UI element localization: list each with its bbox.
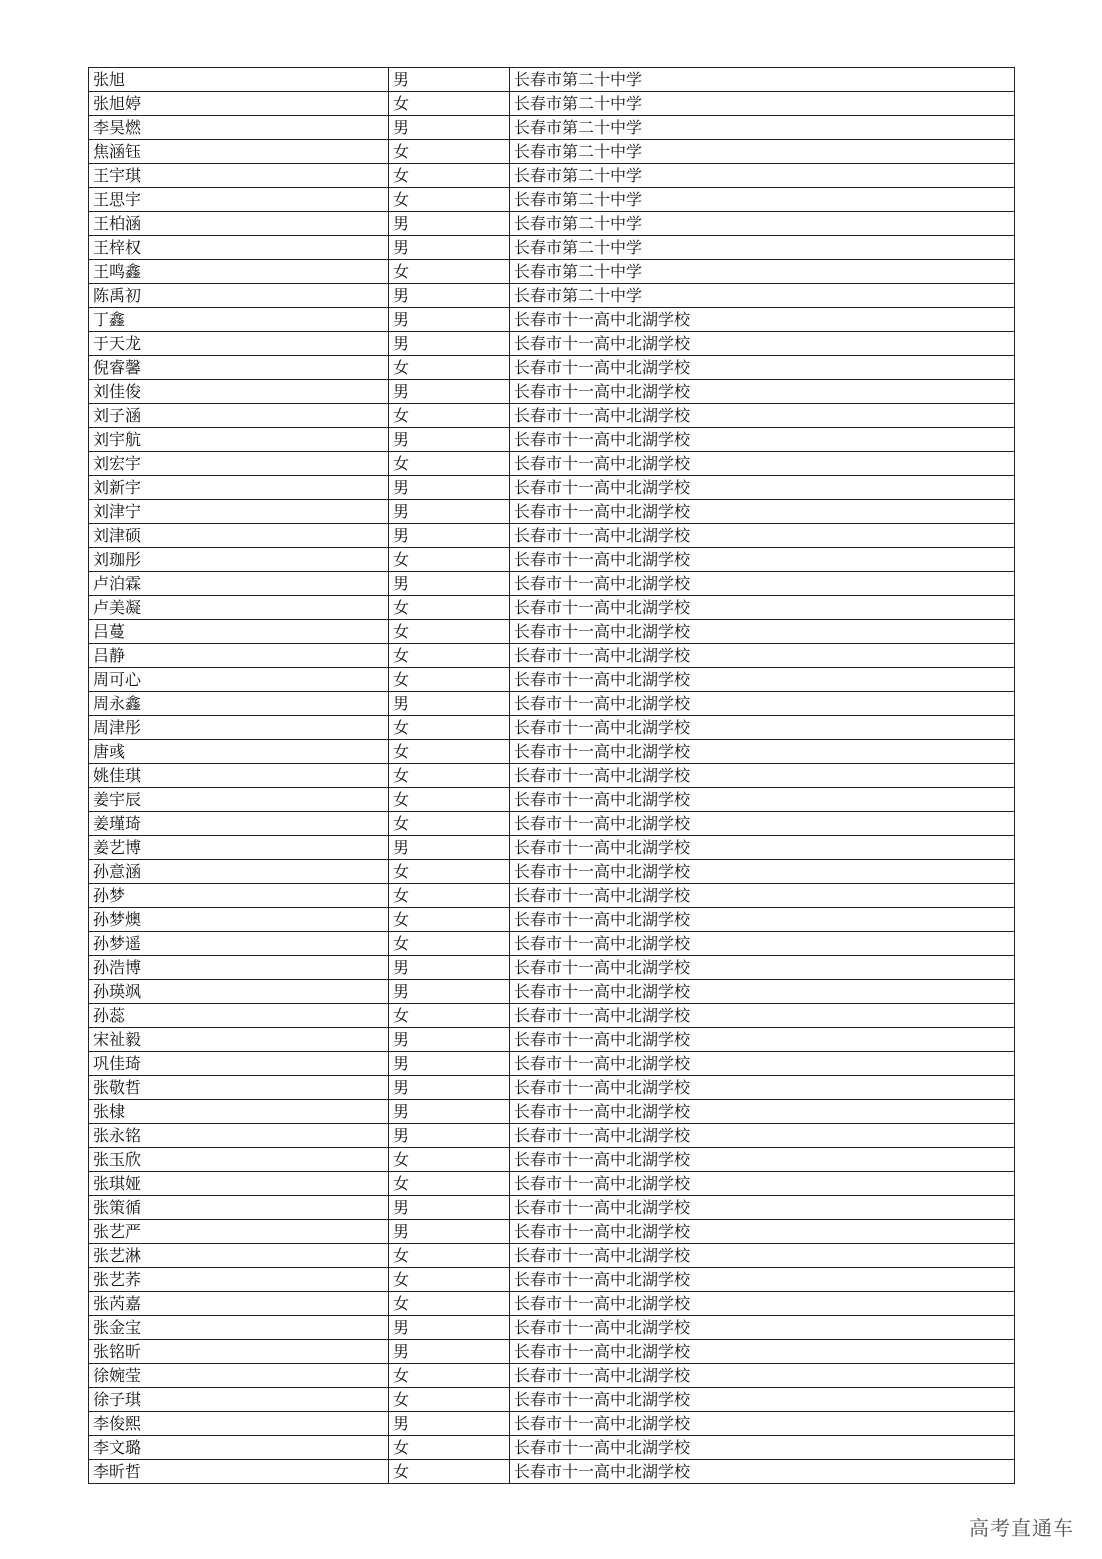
table-row <box>89 812 1015 836</box>
gender-cell: 女 <box>389 260 510 284</box>
gender-cell: 女 <box>389 404 510 428</box>
table-row <box>89 596 1015 620</box>
table-row <box>89 1364 1015 1388</box>
gender-cell: 女 <box>389 1436 510 1460</box>
student-name-cell: 张棣 <box>89 1100 389 1124</box>
gender-cell: 女 <box>389 1148 510 1172</box>
school-cell: 长春市十一高中北湖学校 <box>510 308 1015 332</box>
table-row <box>89 1316 1015 1340</box>
gender-cell: 男 <box>389 332 510 356</box>
school-cell: 长春市十一高中北湖学校 <box>510 572 1015 596</box>
school-cell: 长春市十一高中北湖学校 <box>510 1100 1015 1124</box>
table-row <box>89 620 1015 644</box>
student-name-cell: 周永鑫 <box>89 692 389 716</box>
school-cell: 长春市十一高中北湖学校 <box>510 884 1015 908</box>
gender-cell: 男 <box>389 956 510 980</box>
table-row <box>89 980 1015 1004</box>
table-row <box>89 188 1015 212</box>
school-cell: 长春市十一高中北湖学校 <box>510 596 1015 620</box>
gender-cell: 女 <box>389 812 510 836</box>
table-row <box>89 404 1015 428</box>
table-row <box>89 884 1015 908</box>
student-name-cell: 刘珈彤 <box>89 548 389 572</box>
gender-cell: 女 <box>389 884 510 908</box>
school-cell: 长春市十一高中北湖学校 <box>510 1340 1015 1364</box>
student-name-cell: 张芮嘉 <box>89 1292 389 1316</box>
school-cell: 长春市十一高中北湖学校 <box>510 620 1015 644</box>
table-row <box>89 668 1015 692</box>
student-name-cell: 倪睿馨 <box>89 356 389 380</box>
gender-cell: 男 <box>389 572 510 596</box>
gender-cell: 女 <box>389 860 510 884</box>
school-cell: 长春市十一高中北湖学校 <box>510 668 1015 692</box>
student-name-cell: 姚佳琪 <box>89 764 389 788</box>
gender-cell: 男 <box>389 236 510 260</box>
school-cell: 长春市第二十中学 <box>510 164 1015 188</box>
table-row <box>89 524 1015 548</box>
school-cell: 长春市十一高中北湖学校 <box>510 1196 1015 1220</box>
school-cell: 长春市十一高中北湖学校 <box>510 1292 1015 1316</box>
student-name-cell: 刘宇航 <box>89 428 389 452</box>
table-row <box>89 332 1015 356</box>
school-cell: 长春市十一高中北湖学校 <box>510 428 1015 452</box>
student-name-cell: 孙蕊 <box>89 1004 389 1028</box>
gender-cell: 男 <box>389 1340 510 1364</box>
gender-cell: 女 <box>389 908 510 932</box>
school-cell: 长春市十一高中北湖学校 <box>510 1268 1015 1292</box>
school-cell: 长春市第二十中学 <box>510 188 1015 212</box>
gender-cell: 男 <box>389 308 510 332</box>
table-row <box>89 1052 1015 1076</box>
table-row <box>89 1172 1015 1196</box>
student-name-cell: 张策循 <box>89 1196 389 1220</box>
gender-cell: 男 <box>389 980 510 1004</box>
table-row <box>89 260 1015 284</box>
school-cell: 长春市十一高中北湖学校 <box>510 740 1015 764</box>
gender-cell: 女 <box>389 92 510 116</box>
gender-cell: 女 <box>389 188 510 212</box>
table-row <box>89 1460 1015 1484</box>
table-row <box>89 1004 1015 1028</box>
table-row <box>89 1268 1015 1292</box>
table-row <box>89 1388 1015 1412</box>
school-cell: 长春市第二十中学 <box>510 68 1015 92</box>
gender-cell: 女 <box>389 548 510 572</box>
school-cell: 长春市十一高中北湖学校 <box>510 1172 1015 1196</box>
student-name-cell: 巩佳琦 <box>89 1052 389 1076</box>
school-cell: 长春市十一高中北湖学校 <box>510 476 1015 500</box>
table-row <box>89 1196 1015 1220</box>
school-cell: 长春市十一高中北湖学校 <box>510 380 1015 404</box>
gender-cell: 女 <box>389 596 510 620</box>
student-name-cell: 陈禹初 <box>89 284 389 308</box>
student-name-cell: 张琪娅 <box>89 1172 389 1196</box>
table-row <box>89 236 1015 260</box>
school-cell: 长春市十一高中北湖学校 <box>510 956 1015 980</box>
table-row <box>89 1028 1015 1052</box>
school-cell: 长春市十一高中北湖学校 <box>510 1124 1015 1148</box>
school-cell: 长春市十一高中北湖学校 <box>510 332 1015 356</box>
gender-cell: 女 <box>389 1172 510 1196</box>
table-row <box>89 164 1015 188</box>
table-row <box>89 1436 1015 1460</box>
school-cell: 长春市十一高中北湖学校 <box>510 1028 1015 1052</box>
school-cell: 长春市第二十中学 <box>510 140 1015 164</box>
student-name-cell: 张金宝 <box>89 1316 389 1340</box>
student-name-cell: 张永铭 <box>89 1124 389 1148</box>
table-row <box>89 1148 1015 1172</box>
school-cell: 长春市十一高中北湖学校 <box>510 1412 1015 1436</box>
gender-cell: 女 <box>389 740 510 764</box>
gender-cell: 女 <box>389 1004 510 1028</box>
student-name-cell: 刘新宇 <box>89 476 389 500</box>
watermark-text: 高考直通车 <box>969 1516 1074 1540</box>
table-row <box>89 740 1015 764</box>
table-row <box>89 92 1015 116</box>
school-cell: 长春市十一高中北湖学校 <box>510 812 1015 836</box>
table-row <box>89 1100 1015 1124</box>
student-name-cell: 姜艺博 <box>89 836 389 860</box>
student-name-cell: 王宇琪 <box>89 164 389 188</box>
student-name-cell: 孙瑛飒 <box>89 980 389 1004</box>
table-row <box>89 1292 1015 1316</box>
school-cell: 长春市十一高中北湖学校 <box>510 500 1015 524</box>
student-name-cell: 张艺荞 <box>89 1268 389 1292</box>
student-name-cell: 刘宏宇 <box>89 452 389 476</box>
table-row <box>89 500 1015 524</box>
school-cell: 长春市第二十中学 <box>510 92 1015 116</box>
gender-cell: 男 <box>389 1100 510 1124</box>
student-name-cell: 卢美凝 <box>89 596 389 620</box>
roster-body <box>89 68 1015 1484</box>
gender-cell: 男 <box>389 524 510 548</box>
student-name-cell: 李昊燃 <box>89 116 389 140</box>
student-name-cell: 周津彤 <box>89 716 389 740</box>
school-cell: 长春市十一高中北湖学校 <box>510 524 1015 548</box>
gender-cell: 女 <box>389 1364 510 1388</box>
student-name-cell: 唐彧 <box>89 740 389 764</box>
student-name-cell: 徐婉莹 <box>89 1364 389 1388</box>
student-name-cell: 刘佳俊 <box>89 380 389 404</box>
gender-cell: 男 <box>389 284 510 308</box>
gender-cell: 女 <box>389 1292 510 1316</box>
gender-cell: 女 <box>389 1460 510 1484</box>
gender-cell: 男 <box>389 380 510 404</box>
gender-cell: 男 <box>389 1124 510 1148</box>
student-name-cell: 刘津硕 <box>89 524 389 548</box>
table-row <box>89 476 1015 500</box>
school-cell: 长春市十一高中北湖学校 <box>510 1052 1015 1076</box>
student-name-cell: 姜宇辰 <box>89 788 389 812</box>
student-name-cell: 吕静 <box>89 644 389 668</box>
student-name-cell: 于天龙 <box>89 332 389 356</box>
student-name-cell: 张敬哲 <box>89 1076 389 1100</box>
school-cell: 长春市十一高中北湖学校 <box>510 1076 1015 1100</box>
gender-cell: 男 <box>389 500 510 524</box>
gender-cell: 女 <box>389 620 510 644</box>
student-name-cell: 张艺淋 <box>89 1244 389 1268</box>
gender-cell: 男 <box>389 1316 510 1340</box>
student-name-cell: 孙梦 <box>89 884 389 908</box>
table-row <box>89 788 1015 812</box>
student-roster-table <box>88 67 1015 1484</box>
school-cell: 长春市十一高中北湖学校 <box>510 908 1015 932</box>
gender-cell: 男 <box>389 68 510 92</box>
student-name-cell: 张旭 <box>89 68 389 92</box>
school-cell: 长春市十一高中北湖学校 <box>510 1244 1015 1268</box>
gender-cell: 女 <box>389 452 510 476</box>
school-cell: 长春市十一高中北湖学校 <box>510 1004 1015 1028</box>
school-cell: 长春市十一高中北湖学校 <box>510 836 1015 860</box>
gender-cell: 女 <box>389 932 510 956</box>
table-row <box>89 68 1015 92</box>
table-row <box>89 212 1015 236</box>
table-row <box>89 956 1015 980</box>
gender-cell: 男 <box>389 1052 510 1076</box>
school-cell: 长春市十一高中北湖学校 <box>510 548 1015 572</box>
table-row <box>89 356 1015 380</box>
student-name-cell: 吕蔓 <box>89 620 389 644</box>
gender-cell: 男 <box>389 1076 510 1100</box>
school-cell: 长春市十一高中北湖学校 <box>510 1388 1015 1412</box>
table-row <box>89 932 1015 956</box>
school-cell: 长春市十一高中北湖学校 <box>510 788 1015 812</box>
school-cell: 长春市十一高中北湖学校 <box>510 932 1015 956</box>
table-row <box>89 116 1015 140</box>
school-cell: 长春市十一高中北湖学校 <box>510 716 1015 740</box>
school-cell: 长春市十一高中北湖学校 <box>510 1316 1015 1340</box>
gender-cell: 男 <box>389 1028 510 1052</box>
gender-cell: 女 <box>389 764 510 788</box>
table-row <box>89 860 1015 884</box>
table-row <box>89 836 1015 860</box>
student-name-cell: 孙意涵 <box>89 860 389 884</box>
gender-cell: 女 <box>389 140 510 164</box>
school-cell: 长春市十一高中北湖学校 <box>510 1364 1015 1388</box>
table-row <box>89 1244 1015 1268</box>
student-name-cell: 李俊熙 <box>89 1412 389 1436</box>
student-name-cell: 姜瑾琦 <box>89 812 389 836</box>
table-row <box>89 1412 1015 1436</box>
school-cell: 长春市十一高中北湖学校 <box>510 1460 1015 1484</box>
school-cell: 长春市十一高中北湖学校 <box>510 644 1015 668</box>
school-cell: 长春市第二十中学 <box>510 236 1015 260</box>
student-name-cell: 王鸣鑫 <box>89 260 389 284</box>
table-row <box>89 644 1015 668</box>
gender-cell: 女 <box>389 1388 510 1412</box>
student-name-cell: 宋祉毅 <box>89 1028 389 1052</box>
student-name-cell: 张玉欣 <box>89 1148 389 1172</box>
gender-cell: 男 <box>389 116 510 140</box>
gender-cell: 女 <box>389 1268 510 1292</box>
student-name-cell: 刘津宁 <box>89 500 389 524</box>
table-row <box>89 380 1015 404</box>
table-row <box>89 548 1015 572</box>
gender-cell: 女 <box>389 716 510 740</box>
table-row <box>89 1340 1015 1364</box>
gender-cell: 女 <box>389 788 510 812</box>
table-row <box>89 908 1015 932</box>
student-name-cell: 周可心 <box>89 668 389 692</box>
school-cell: 长春市第二十中学 <box>510 116 1015 140</box>
school-cell: 长春市十一高中北湖学校 <box>510 980 1015 1004</box>
gender-cell: 男 <box>389 1412 510 1436</box>
student-name-cell: 王思宇 <box>89 188 389 212</box>
school-cell: 长春市第二十中学 <box>510 260 1015 284</box>
student-name-cell: 王柏涵 <box>89 212 389 236</box>
table-row <box>89 572 1015 596</box>
gender-cell: 男 <box>389 476 510 500</box>
school-cell: 长春市十一高中北湖学校 <box>510 692 1015 716</box>
school-cell: 长春市十一高中北湖学校 <box>510 452 1015 476</box>
school-cell: 长春市十一高中北湖学校 <box>510 1220 1015 1244</box>
student-name-cell: 丁鑫 <box>89 308 389 332</box>
student-name-cell: 张铭昕 <box>89 1340 389 1364</box>
gender-cell: 男 <box>389 692 510 716</box>
school-cell: 长春市第二十中学 <box>510 284 1015 308</box>
student-name-cell: 孙梦遥 <box>89 932 389 956</box>
gender-cell: 男 <box>389 836 510 860</box>
school-cell: 长春市第二十中学 <box>510 212 1015 236</box>
school-cell: 长春市十一高中北湖学校 <box>510 404 1015 428</box>
school-cell: 长春市十一高中北湖学校 <box>510 1436 1015 1460</box>
table-row <box>89 764 1015 788</box>
table-row <box>89 692 1015 716</box>
student-name-cell: 李文璐 <box>89 1436 389 1460</box>
student-name-cell: 孙浩博 <box>89 956 389 980</box>
student-name-cell: 王梓权 <box>89 236 389 260</box>
student-name-cell: 孙梦燠 <box>89 908 389 932</box>
student-name-cell: 徐子琪 <box>89 1388 389 1412</box>
table-row <box>89 1076 1015 1100</box>
student-name-cell: 卢泊霖 <box>89 572 389 596</box>
school-cell: 长春市十一高中北湖学校 <box>510 356 1015 380</box>
table-row <box>89 716 1015 740</box>
table-row <box>89 1124 1015 1148</box>
student-name-cell: 张旭婷 <box>89 92 389 116</box>
gender-cell: 女 <box>389 164 510 188</box>
table-row <box>89 428 1015 452</box>
table-row <box>89 284 1015 308</box>
student-name-cell: 刘子涵 <box>89 404 389 428</box>
student-name-cell: 张艺严 <box>89 1220 389 1244</box>
table-row <box>89 1220 1015 1244</box>
gender-cell: 男 <box>389 1196 510 1220</box>
table-row <box>89 452 1015 476</box>
table-row <box>89 308 1015 332</box>
school-cell: 长春市十一高中北湖学校 <box>510 1148 1015 1172</box>
table-row <box>89 140 1015 164</box>
gender-cell: 女 <box>389 644 510 668</box>
gender-cell: 男 <box>389 1220 510 1244</box>
student-name-cell: 李昕哲 <box>89 1460 389 1484</box>
school-cell: 长春市十一高中北湖学校 <box>510 764 1015 788</box>
student-name-cell: 焦涵钰 <box>89 140 389 164</box>
gender-cell: 女 <box>389 1244 510 1268</box>
gender-cell: 男 <box>389 428 510 452</box>
gender-cell: 女 <box>389 668 510 692</box>
gender-cell: 男 <box>389 212 510 236</box>
school-cell: 长春市十一高中北湖学校 <box>510 860 1015 884</box>
gender-cell: 女 <box>389 356 510 380</box>
